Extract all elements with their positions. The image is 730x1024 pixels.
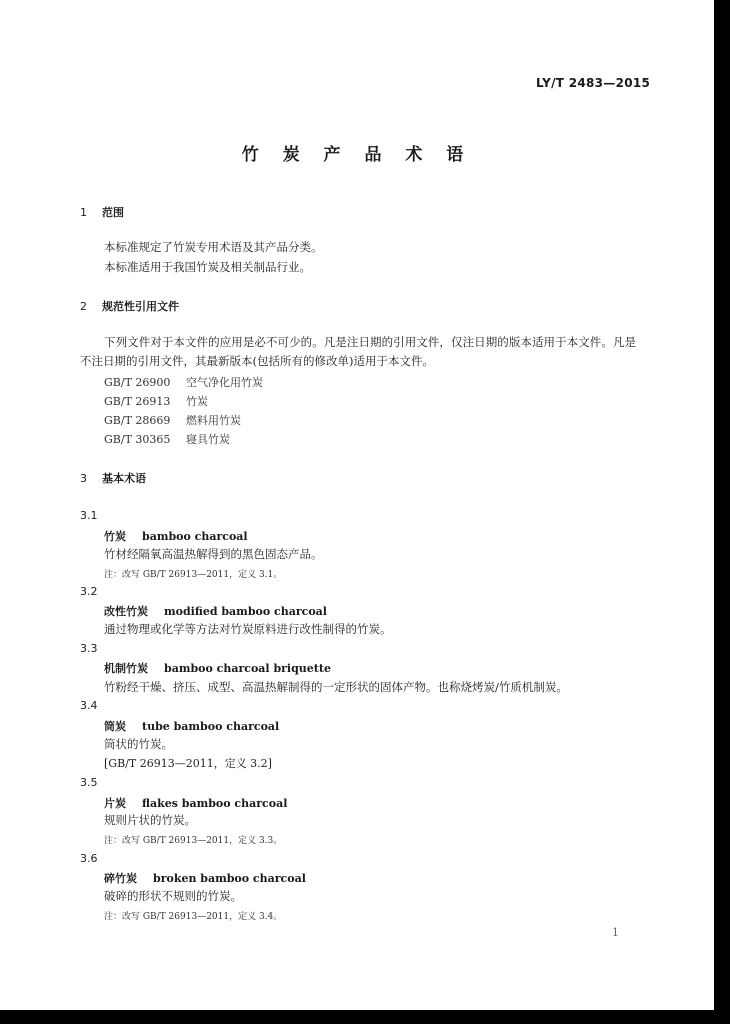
term-definition: 筒状的竹炭。 [104,737,173,751]
standard-number: LY/T 2483—2015 [536,76,651,90]
term-heading [104,795,287,811]
term-english: modified bamboo charcoal [164,605,327,618]
term-note: 注：改写 GB/T 26913—2011，定义 3.1。 [104,570,283,580]
section-number: 2 [80,300,87,313]
term-chinese: 碎竹炭 [104,872,137,885]
document-title: 竹 炭 产 品 术 语 [241,145,473,165]
term-definition: 规则片状的竹炭。 [104,813,196,827]
term-heading [104,660,331,676]
section-number: 3 [80,472,87,485]
term-heading [104,718,279,734]
term-number: 3.4 [80,699,98,712]
scope-paragraph-2: 本标准适用于我国竹炭及相关制品行业。 [104,260,311,274]
reference-item [104,374,263,390]
term-english: flakes bamboo charcoal [142,797,288,810]
reference-code: GB/T 30365 [104,433,171,446]
section-title: 规范性引用文件 [102,300,179,313]
term-english: bamboo charcoal [142,530,248,543]
page-shadow-bottom [0,1010,730,1024]
term-number: 3.5 [80,776,98,789]
reference-name: 空气净化用竹炭 [186,376,263,389]
term-definition: 通过物理或化学等方法对竹炭原料进行改性制得的竹炭。 [104,622,392,636]
term-definition: 竹材经隔氧高温热解得到的黑色固态产品。 [104,547,323,561]
reference-code: GB/T 26913 [104,395,171,408]
term-number: 3.1 [80,509,98,522]
section-heading-basic-terms [80,470,146,486]
term-definition: 竹粉经干燥、挤压、成型、高温热解制得的一定形状的固体产物。也称烧烤炭/竹质机制炭。 [104,680,568,694]
term-english: bamboo charcoal briquette [164,662,331,675]
page-number: 1 [612,926,619,939]
page-shadow-right [714,0,730,1024]
term-number: 3.3 [80,642,98,655]
term-definition: 破碎的形状不规则的竹炭。 [104,889,242,903]
section-number: 1 [80,206,87,219]
term-note: 注：改写 GB/T 26913—2011，定义 3.3。 [104,836,283,846]
reference-name: 寝具竹炭 [186,433,230,446]
term-chinese: 筒炭 [104,720,126,733]
section-heading-scope [80,204,124,220]
term-number: 3.6 [80,852,98,865]
section-heading-normative-references [80,298,179,314]
term-chinese: 机制竹炭 [104,662,148,675]
reference-item [104,393,208,409]
reference-item [104,412,241,428]
term-english: tube bamboo charcoal [142,720,280,733]
term-english: broken bamboo charcoal [153,872,306,885]
references-intro: 下列文件对于本文件的应用是必不可少的。凡是注日期的引用文件，仅注日期的版本适用于本文件。凡是不注日期的引用文件，其最新版本(包括所有的修改单)适用于本文件。 [80,335,636,368]
term-chinese: 竹炭 [104,530,126,543]
term-heading [104,603,327,619]
term-note: 注：改写 GB/T 26913—2011，定义 3.4。 [104,912,283,922]
reference-name: 燃料用竹炭 [186,414,241,427]
reference-code: GB/T 26900 [104,376,171,389]
reference-code: GB/T 28669 [104,414,171,427]
section-title: 基本术语 [102,472,146,485]
reference-name: 竹炭 [186,395,208,408]
term-chinese: 片炭 [104,797,126,810]
term-source: [GB/T 26913—2011，定义 3.2] [104,757,272,770]
term-heading [104,870,306,886]
scope-paragraph-1: 本标准规定了竹炭专用术语及其产品分类。 [104,240,323,254]
term-chinese: 改性竹炭 [104,605,148,618]
reference-item [104,431,230,447]
term-heading [104,528,248,544]
term-number: 3.2 [80,585,98,598]
section-title: 范围 [102,206,124,219]
